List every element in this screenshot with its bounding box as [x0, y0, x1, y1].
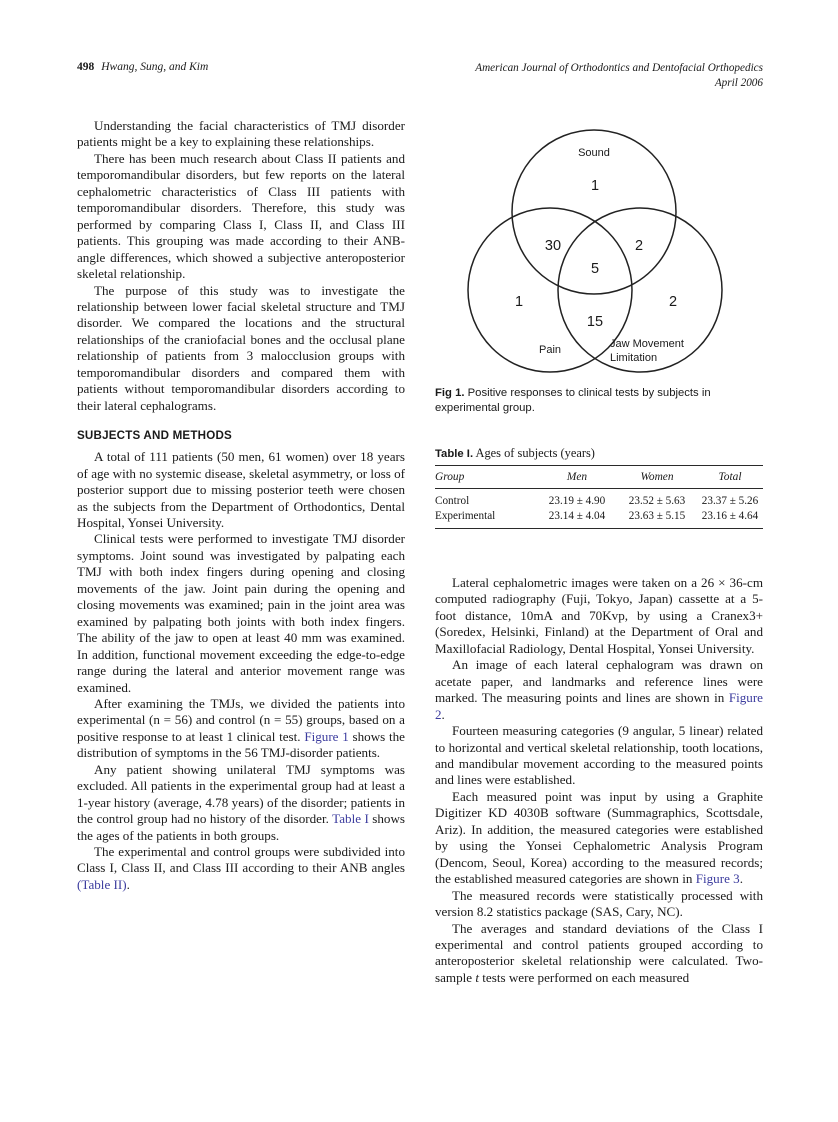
cell-women-control: 23.52 ± 5.63 — [628, 495, 686, 507]
table-1-block — [435, 446, 763, 529]
table2-crossref-link[interactable]: (Table II) — [77, 876, 127, 892]
paragraph-understanding: Understanding the facial characteristics of TMJ disorder patients might be a key to explaining these relationships. — [77, 118, 405, 150]
table-row — [435, 489, 763, 509]
table-1 — [435, 465, 763, 529]
table-1-title — [435, 446, 763, 461]
paragraph-excluded-patients — [77, 762, 405, 844]
figure3-crossref-link[interactable]: Figure 3 — [695, 871, 740, 887]
t-test-italic: t — [475, 969, 480, 985]
text-before-table2-link: The experimental and control groups were subdivided into Class I, Class II, and Class III according to their ANB angles — [77, 844, 405, 876]
paragraph-divided-groups — [77, 696, 405, 762]
left-column — [77, 118, 405, 893]
venn-label-pain: Pain — [538, 344, 562, 356]
running-head — [77, 61, 763, 101]
paragraph-digitizer — [435, 789, 763, 888]
venn-value-sound-only: 1 — [590, 178, 600, 194]
figure-1-caption — [435, 386, 763, 415]
text-before-figure1-link: After examining the TMJs, we divided the patients into experimental (n = 56) and control (n = 55) groups, based on a positive response to at least 1 clinical test. — [77, 695, 405, 744]
table-1-title-text: Ages of subjects (years) — [475, 446, 595, 460]
cell-total-control: 23.37 ± 5.26 — [701, 495, 759, 507]
column-header-men: Men — [566, 471, 588, 483]
venn-value-all-three: 5 — [590, 261, 600, 277]
issue-date: April 2006 — [714, 77, 763, 89]
running-head-left — [77, 61, 208, 73]
figure-1-caption-text: Positive responses to clinical tests by subjects in experimental group. — [435, 387, 711, 414]
text-after-figure3-link: . — [739, 871, 743, 887]
paragraph-research: There has been much research about Class II patients and temporomandibular disorders, but few reports on the lateral cephalometric characteristics of Class III patients with temporomandibular disorders. Therefore, this study was performed by comparing Class I, Class II, and Class III patients. This grouping was made according to their ANB-angle differences, which showed a subjective anteroposterior skeletal relationship. — [77, 150, 405, 282]
cell-total-experimental: 23.16 ± 4.64 — [701, 510, 759, 522]
column-header-women: Women — [640, 471, 674, 483]
text-before-t-italic: The averages and standard deviations of the Class I experimental and control patients grouped according to anteroposterior skeletal relationship were calculated. Two-sample — [435, 920, 763, 985]
text-after-figure1-link: shows the distribution of symptoms in the 56 TMJ-disorder patients. — [77, 728, 405, 761]
venn-value-jaw-only: 2 — [668, 294, 678, 310]
column-header-group: Group — [435, 471, 465, 483]
table-row — [435, 509, 763, 529]
paragraph-total-patients: A total of 111 patients (50 men, 61 women) over 18 years of age with no systemic disease, skeletal asymmetry, or loss of posterior support due to missing posterior teeth were chosen as the subjects from the Department of Orthodontics, Dental Hospital, Yonsei University. — [77, 449, 405, 530]
paragraph-fourteen-categories: Fourteen measuring categories (9 angular, 5 linear) related to horizontal and vertical skeletal relationship, tooth locations, and mandibular movement according to the measured points and lines were established. — [435, 723, 763, 788]
column-header-total: Total — [718, 471, 742, 483]
text-after-figure2-link: . — [441, 706, 445, 722]
venn-label-jaw-movement-line1: Jaw Movement — [610, 338, 684, 350]
cell-group-control: Control — [435, 495, 470, 507]
cell-men-control: 23.19 ± 4.90 — [548, 495, 606, 507]
figure-1-caption-label: Fig 1. — [435, 387, 465, 399]
table-1-label: Table I. — [435, 448, 474, 460]
text-after-table1-link: shows the ages of the patients in both groups. — [77, 811, 406, 843]
right-column — [435, 575, 763, 986]
figure-1-block — [435, 118, 763, 415]
page-folio: 498 — [77, 61, 95, 73]
text-before-table1-link: Any patient showing unilateral TMJ symptoms was excluded. All patients in the experimental group had at least a 1-year history (average, 4.78 years) of the disorder; patients in the control group had no history of the disorder. — [77, 761, 405, 827]
cell-women-experimental: 23.63 ± 5.15 — [628, 510, 686, 522]
text-before-figure3-link: Each measured point was input by using a Graphite Digitizer KD 4030B software (Summagraphics, Scottsdale, Ariz). In addition, the measured categories were established by using the Yonsei Cephalometric Analysis Program (Dencom, Seoul, Korea) according to the measured records; the established measured categories are shown in — [435, 788, 763, 887]
venn-value-pain-jaw: 15 — [586, 314, 604, 330]
venn-value-sound-jaw: 2 — [634, 238, 644, 254]
journal-name: American Journal of Orthodontics and Dentofacial Orthopedics — [475, 62, 763, 74]
paragraph-purpose: The purpose of this study was to investigate the relationship between lower facial skeletal structure and TMJ disorder. We compared the locations and the structural relationships of the craniofacial bones and the occlusal plane relationship of patients from 3 malocclusion groups with temporomandibular disorders and compared them with patients without temporomandibular disorders according to their lateral cephalograms. — [77, 282, 405, 413]
paragraph-statistics: The measured records were statistically processed with version 8.2 statistics package (SAS, Cary, NC). — [435, 887, 763, 920]
figure2-crossref-link[interactable]: Figure 2 — [435, 690, 763, 722]
venn-diagram-svg — [435, 118, 763, 380]
text-after-table2-link: . — [126, 876, 130, 892]
table1-crossref-link[interactable]: Table I — [332, 811, 369, 827]
running-head-right — [475, 61, 763, 91]
cell-group-experimental: Experimental — [435, 510, 496, 522]
venn-value-sound-pain: 30 — [544, 238, 562, 254]
venn-label-sound: Sound — [578, 147, 610, 159]
running-head-authors: Hwang, Sung, and Kim — [101, 61, 209, 73]
paragraph-cassette: Lateral cephalometric images were taken on a 26 × 36-cm computed radiography (Fuji, Tokyo, Japan) cassette at a 5-foot distance, 10mA and 70Kvp, by using a Cranex3+ (Soredex, Helsinki, Finland) at the Department of Oral and Maxillofacial Radiology, Dental Hospital, Yonsei University. — [435, 575, 763, 656]
paragraph-acetate — [435, 657, 763, 723]
paragraph-subdivided-classes — [77, 844, 405, 893]
cell-men-experimental: 23.14 ± 4.04 — [548, 510, 606, 522]
paragraph-clinical-tests: Clinical tests were performed to investigate TMJ disorder symptoms. Joint sound was investigated by palpating each TMJ with both index fingers during opening and closing movements of the jaw. Joint pain during the opening and closing movements was examined; pain in the joint area was examined by palpating both joints with both index fingers. The ability of the jaw to open at least 40 mm was examined. In addition, functional movement exceeding the edge-to-edge range during the lateral and anterior movement range was examined. — [77, 531, 405, 695]
table-header-row — [435, 466, 763, 489]
venn-diagram — [435, 118, 763, 380]
section-heading-subjects-and-methods: SUBJECTS AND METHODS — [77, 429, 232, 443]
text-after-t-italic: tests were performed on each measured — [479, 969, 690, 985]
figure1-crossref-link[interactable]: Figure 1 — [304, 728, 349, 744]
venn-label-jaw-movement-line2: Limitation — [610, 352, 658, 364]
text-before-figure2-link: An image of each lateral cephalogram was drawn on acetate paper, and landmarks and reference lines were marked. The measuring points and lines are shown in — [435, 657, 763, 706]
paragraph-averages — [435, 921, 763, 987]
venn-value-pain-only: 1 — [514, 294, 524, 310]
